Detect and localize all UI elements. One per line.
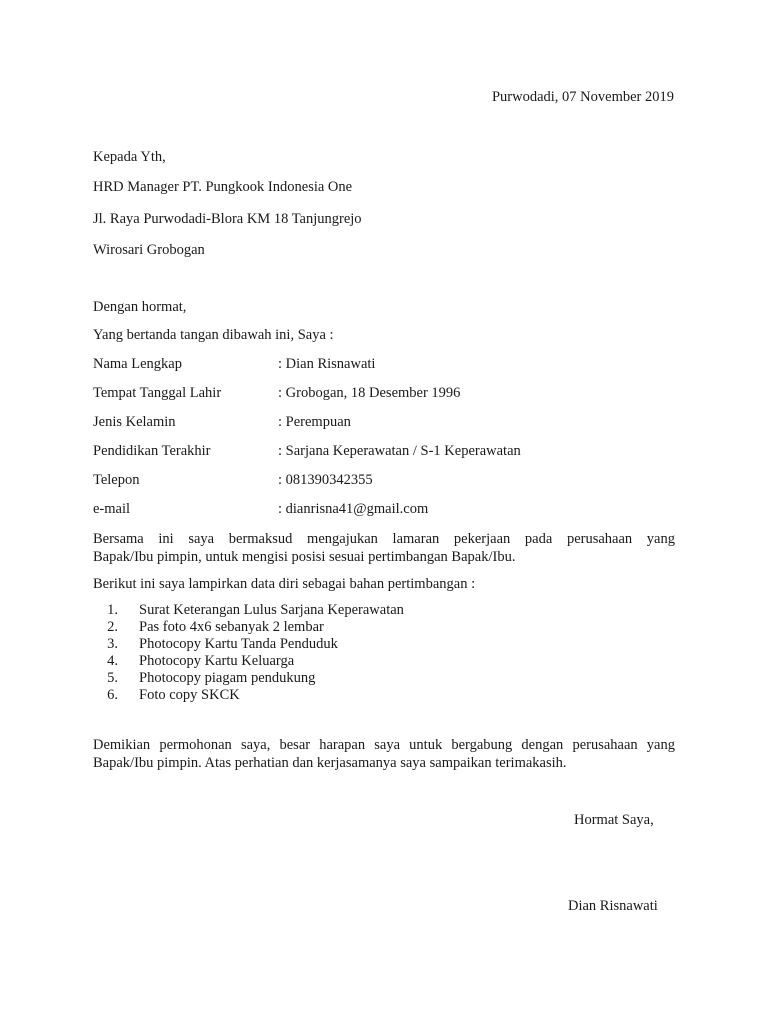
field-value: : Perempuan xyxy=(278,414,351,430)
list-item xyxy=(93,602,404,619)
field-label: Telepon xyxy=(93,472,140,488)
closing-paragraph xyxy=(93,736,675,772)
list-item xyxy=(93,687,404,704)
list-number: 4. xyxy=(107,653,118,669)
field-label: e-mail xyxy=(93,501,131,517)
paragraph-line: Bapak/Ibu pimpin, untuk mengisi posisi sesuai pertimbangan Bapak/Ibu. xyxy=(93,549,516,565)
list-number: 1. xyxy=(107,602,118,618)
list-item xyxy=(93,653,404,670)
field-label: Jenis Kelamin xyxy=(93,414,176,430)
list-item xyxy=(93,670,404,687)
list-item xyxy=(93,636,404,653)
field-label: Pendidikan Terakhir xyxy=(93,443,211,459)
salutation: Dengan hormat, xyxy=(93,299,187,315)
list-text: Pas foto 4x6 sebanyak 2 lembar xyxy=(139,619,324,635)
intro-line: Yang bertanda tangan dibawah ini, Saya : xyxy=(93,327,334,343)
list-text: Surat Keterangan Lulus Sarjana Keperawatan xyxy=(139,602,404,618)
list-number: 5. xyxy=(107,670,118,686)
list-text: Photocopy Kartu Keluarga xyxy=(139,653,295,669)
list-number: 3. xyxy=(107,636,118,652)
field-value: : Dian Risnawati xyxy=(278,356,376,372)
field-value: : dianrisna41@gmail.com xyxy=(278,501,429,517)
list-text: Photocopy piagam pendukung xyxy=(139,670,316,686)
signature-name: Dian Risnawati xyxy=(568,898,658,914)
attachments-intro: Berikut ini saya lampirkan data diri sebagai bahan pertimbangan : xyxy=(93,576,476,592)
recipient-line-3: Wirosari Grobogan xyxy=(93,242,205,258)
field-label: Tempat Tanggal Lahir xyxy=(93,385,222,401)
list-text: Photocopy Kartu Tanda Penduduk xyxy=(139,636,338,652)
field-label: Nama Lengkap xyxy=(93,356,182,372)
list-item xyxy=(93,619,404,636)
field-value: : 081390342355 xyxy=(278,472,373,488)
attachments-list xyxy=(93,602,404,704)
recipient-line-1: HRD Manager PT. Pungkook Indonesia One xyxy=(93,179,353,195)
list-text: Foto copy SKCK xyxy=(139,687,240,703)
paragraph-line: Bersama ini saya bermaksud mengajukan lamaran pekerjaan pada perusahaan yang xyxy=(93,531,675,547)
field-value: : Sarjana Keperawatan / S-1 Keperawatan xyxy=(278,443,521,459)
recipient-line-2: Jl. Raya Purwodadi-Blora KM 18 Tanjungrejo xyxy=(93,211,362,227)
application-paragraph xyxy=(93,530,675,566)
letter-date: Purwodadi, 07 November 2019 xyxy=(491,89,674,105)
field-value: : Grobogan, 18 Desember 1996 xyxy=(278,385,461,401)
closing-regards: Hormat Saya, xyxy=(574,812,654,828)
paragraph-line: Demikian permohonan saya, besar harapan saya untuk bergabung dengan perusahaan yang xyxy=(93,737,675,753)
list-number: 2. xyxy=(107,619,118,635)
paragraph-line: Bapak/Ibu pimpin. Atas perhatian dan kerjasamanya saya sampaikan terimakasih. xyxy=(93,755,567,771)
recipient-greeting: Kepada Yth, xyxy=(93,149,166,165)
list-number: 6. xyxy=(107,687,118,703)
